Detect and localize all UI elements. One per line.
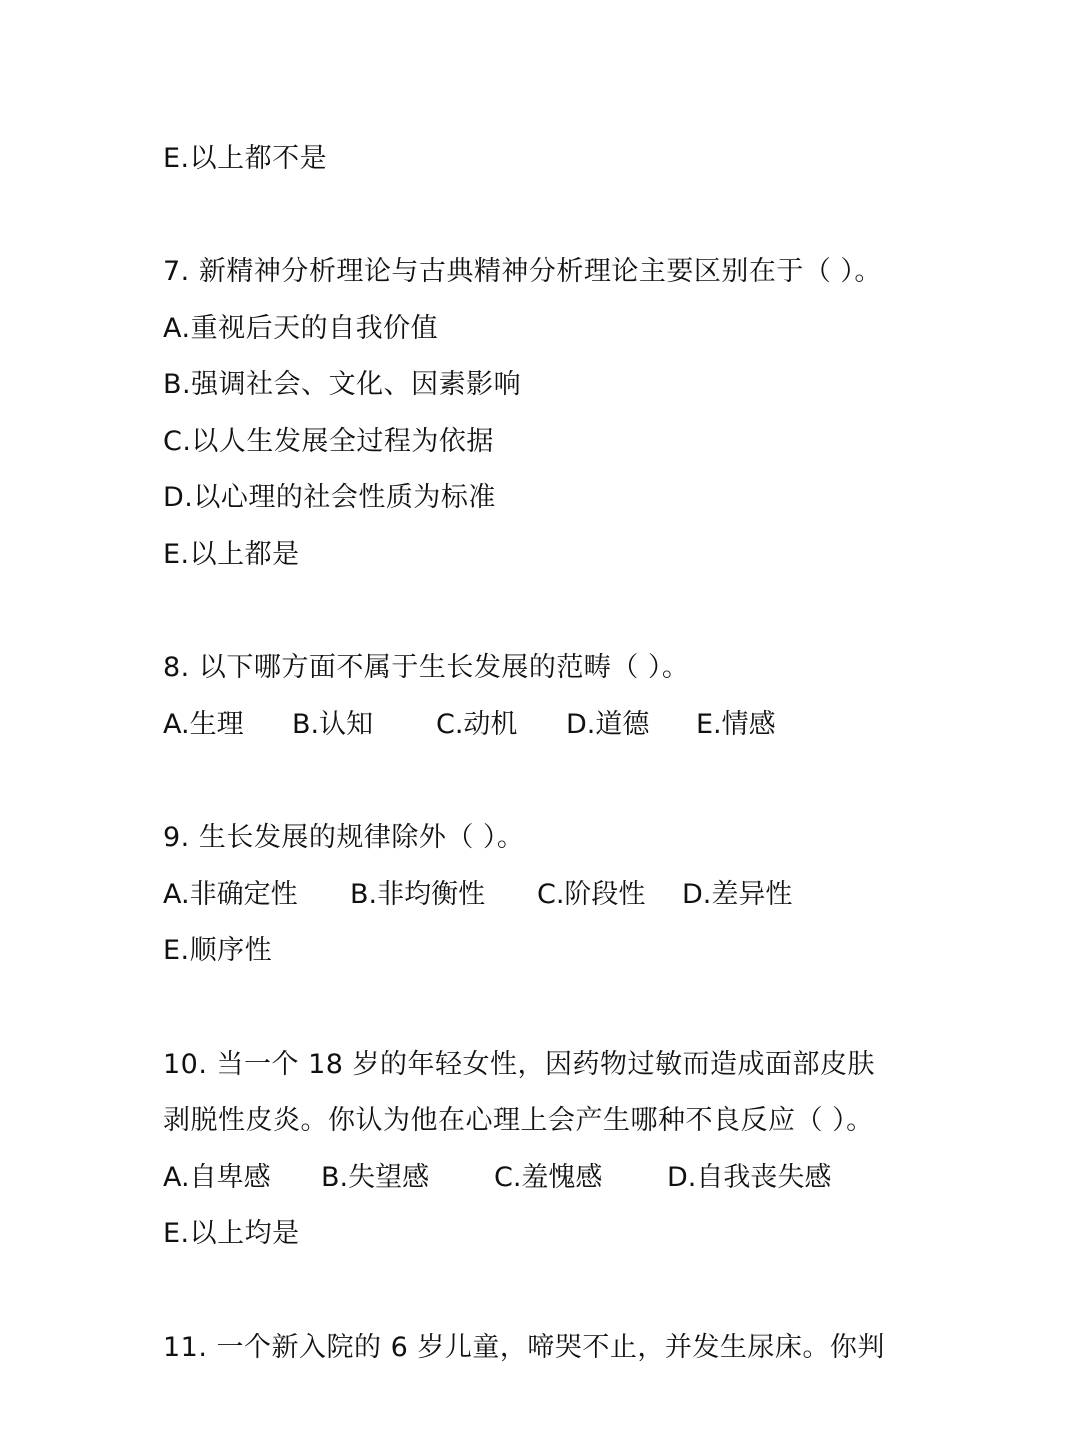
question-9-option-b: B.非均衡性 (350, 879, 486, 910)
question-7-option-c: C.以人生发展全过程为依据 (163, 426, 494, 457)
question-7-option-e: E.以上都是 (163, 539, 300, 570)
question-7-option-a: A.重视后天的自我价值 (163, 313, 439, 344)
question-10-option-e: E.以上均是 (163, 1218, 300, 1249)
question-9-option-c: C.阶段性 (537, 879, 646, 910)
question-8-option-a: A.生理 (163, 709, 244, 740)
question-9-stem: 9. 生长发展的规律除外（ ）。 (163, 822, 525, 853)
question-7-option-d: D.以心理的社会性质为标准 (163, 482, 496, 513)
question-10-option-a: A.自卑感 (163, 1162, 271, 1193)
question-7-option-b: B.强调社会、文化、因素影响 (163, 369, 522, 400)
question-10-stem-line-1: 10. 当一个 18 岁的年轻女性，因药物过敏而造成面部皮肤 (163, 1049, 876, 1080)
question-10-option-d: D.自我丧失感 (667, 1162, 832, 1193)
question-8-option-e: E.情感 (696, 709, 776, 740)
question-8-option-b: B.认知 (292, 709, 374, 740)
question-10-option-c: C.羞愧感 (494, 1162, 603, 1193)
question-8-option-c: C.动机 (436, 709, 518, 740)
prev-question-option-e: E.以上都不是 (163, 143, 328, 174)
question-7-stem: 7. 新精神分析理论与古典精神分析理论主要区别在于（ ）。 (163, 256, 882, 287)
question-8-stem: 8. 以下哪方面不属于生长发展的范畴（ ）。 (163, 652, 690, 683)
question-9-option-e: E.顺序性 (163, 935, 273, 966)
question-11-stem-line-1: 11. 一个新入院的 6 岁儿童，啼哭不止，并发生尿床。你判 (163, 1332, 885, 1363)
question-10-stem-line-2: 剥脱性皮炎。你认为他在心理上会产生哪种不良反应（ ）。 (163, 1105, 874, 1136)
question-9-option-a: A.非确定性 (163, 879, 298, 910)
question-8-option-d: D.道德 (566, 709, 650, 740)
question-9-option-d: D.差异性 (682, 879, 793, 910)
question-10-option-b: B.失望感 (321, 1162, 430, 1193)
